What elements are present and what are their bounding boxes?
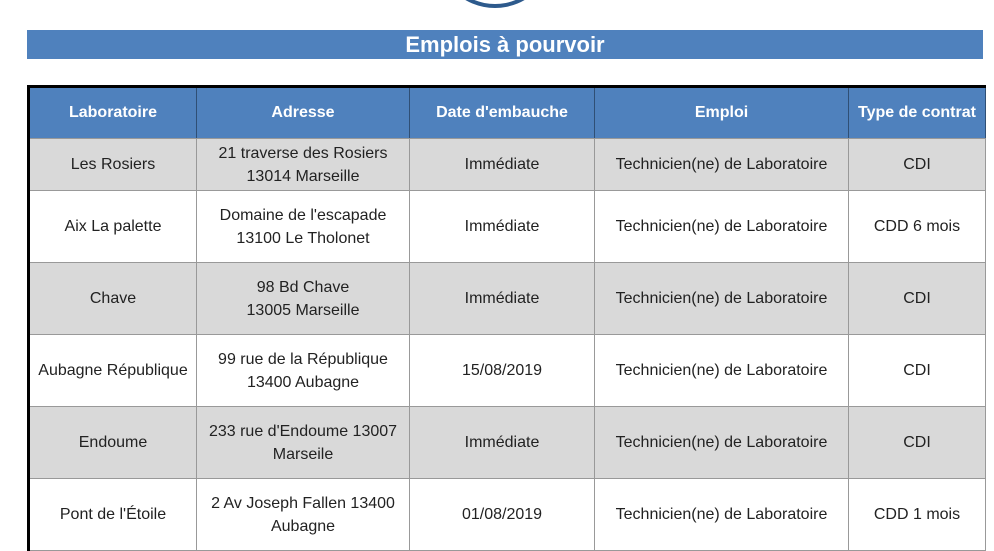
address-line-2: 13014 Marseille	[246, 167, 360, 185]
page-title: Emplois à pourvoir	[27, 30, 983, 59]
cell-laboratoire: Chave	[29, 263, 197, 335]
cell-emploi: Technicien(ne) de Laboratoire	[595, 263, 849, 335]
table-row	[29, 407, 986, 479]
table-row	[29, 263, 986, 335]
address-line-1: 21 traverse des Rosiers	[218, 144, 388, 162]
cell-adresse	[197, 263, 410, 335]
cell-laboratoire: Pont de l'Étoile	[29, 479, 197, 551]
address-line-2: 13005 Marseille	[246, 301, 360, 319]
table-row	[29, 191, 986, 263]
jobs-table-container	[27, 85, 984, 551]
cell-emploi: Technicien(ne) de Laboratoire	[595, 335, 849, 407]
cell-emploi: Technicien(ne) de Laboratoire	[595, 479, 849, 551]
cell-date: Immédiate	[410, 191, 595, 263]
cell-laboratoire: Aix La palette	[29, 191, 197, 263]
cell-contrat: CDI	[849, 139, 986, 191]
table-header-row	[29, 87, 986, 139]
cell-emploi: Technicien(ne) de Laboratoire	[595, 139, 849, 191]
jobs-table	[27, 85, 986, 551]
address-line-2: Aubagne	[270, 517, 336, 535]
cell-date: Immédiate	[410, 263, 595, 335]
cell-date: 15/08/2019	[410, 335, 595, 407]
cell-adresse	[197, 335, 410, 407]
cell-date: Immédiate	[410, 407, 595, 479]
table-row	[29, 335, 986, 407]
table-row	[29, 139, 986, 191]
header-emploi: Emploi	[595, 87, 849, 139]
cell-adresse	[197, 139, 410, 191]
cell-emploi: Technicien(ne) de Laboratoire	[595, 191, 849, 263]
cell-laboratoire: Les Rosiers	[29, 139, 197, 191]
cell-laboratoire: Aubagne République	[29, 335, 197, 407]
header-type-contrat: Type de contrat	[849, 87, 986, 139]
cell-contrat: CDD 6 mois	[849, 191, 986, 263]
header-laboratoire: Laboratoire	[29, 87, 197, 139]
address-line-2: Marseile	[272, 445, 334, 463]
logo-arc	[436, 0, 554, 8]
address-line-2: 13400 Aubagne	[246, 373, 360, 391]
cell-date: 01/08/2019	[410, 479, 595, 551]
address-line-2: 13100 Le Tholonet	[236, 229, 370, 247]
cell-contrat: CDI	[849, 263, 986, 335]
address-line-1: 99 rue de la République	[218, 350, 388, 368]
cell-laboratoire: Endoume	[29, 407, 197, 479]
cell-emploi: Technicien(ne) de Laboratoire	[595, 407, 849, 479]
address-line-1: Domaine de l'escapade	[219, 206, 387, 224]
cell-adresse	[197, 191, 410, 263]
address-line-1: 98 Bd Chave	[256, 278, 350, 296]
cell-date: Immédiate	[410, 139, 595, 191]
cell-contrat: CDI	[849, 407, 986, 479]
header-date-embauche: Date d'embauche	[410, 87, 595, 139]
table-row	[29, 479, 986, 551]
address-line-1: 2 Av Joseph Fallen 13400	[211, 494, 395, 512]
cell-contrat: CDI	[849, 335, 986, 407]
header-adresse: Adresse	[197, 87, 410, 139]
cell-adresse	[197, 479, 410, 551]
cell-contrat: CDD 1 mois	[849, 479, 986, 551]
cell-adresse	[197, 407, 410, 479]
address-line-1: 233 rue d'Endoume 13007	[208, 422, 398, 440]
